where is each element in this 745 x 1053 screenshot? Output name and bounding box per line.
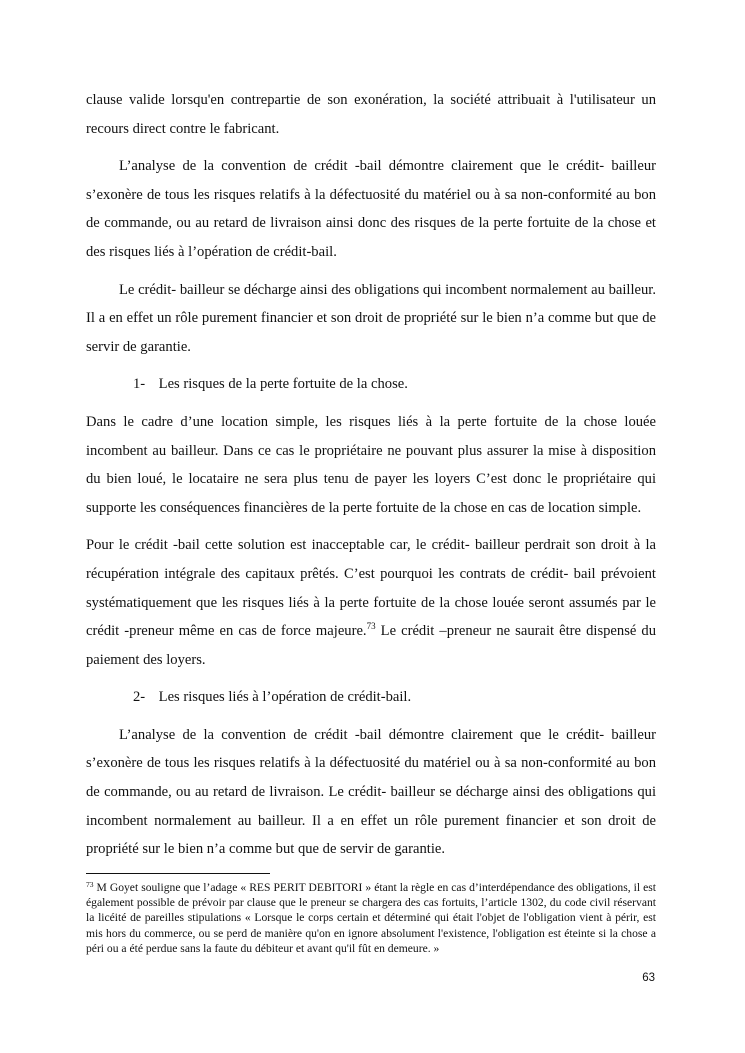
paragraph-credit-bail-solution [86,531,656,674]
footnote-separator [86,873,270,874]
section-heading-1-text: Les risques de la perte fortuite de la chose. [158,376,408,393]
section-heading-2 [86,683,656,712]
paragraph-continuation: clause valide lorsqu'en contrepartie de son exonération, la société attribuait à l'utilisateur un recours direct contre le fabricant. [86,92,656,137]
section-heading-1-number: 1- [133,376,146,393]
footnote-number: 73 [86,879,94,889]
section-heading-1 [86,370,656,399]
footnote-73 [86,880,656,956]
paragraph-credit-bail-solution-before: Pour le crédit -bail cette solution est inacceptable car, le crédit- bailleur perdrait son droit à la récupération intégrale des capitaux prêtés. C’est pourquoi les contrats de crédit- bail prévoient systématiquement que les risques liés à la perte fortuite de la chose louée seront assumés par le crédit -preneur même en cas de force majeure. [86,537,656,640]
footnote-text: M Goyet souligne que l’adage « RES PERIT DEBITORI » étant la règle en cas d’interdépendance des obligations, il est également possible de prévoir par clause que le preneur se chargera des cas fortuits, l’article 1302, du code civil réservant la licéité de pareilles stipulations « Lorsque le corps certain et déterminé qui était l'objet de l'obligation vient à périr, est mis hors du commerce, ou se perd de manière qu'on en ignore absolument l'existence, l'obligation est éteinte si la chose a péri ou a été perdue sans la faute du débiteur et avant qu'il fût en demeure. » [86,880,656,956]
paragraph-analysis-repeat: L’analyse de la convention de crédit -bail démontre clairement que le crédit- bailleur s’exonère de tous les risques relatifs à la défectuosité du matériel ou à sa non-conformité au bon de commande, ou au retard de livraison. Le crédit- bailleur se décharge ainsi des obligations qui incombent normalement au bailleur. Il a en effet un rôle purement financier et son droit de propriété sur le bien n’a comme but que de servir de garantie. [86,726,656,858]
page-number: 63 [642,972,655,984]
section-heading-2-text: Les risques liés à l’opération de crédit-bail. [158,689,412,706]
paragraph-credit-bail-solution-after: Le crédit –preneur ne saurait être dispensé du paiement des loyers. [86,623,657,668]
page-body [86,86,656,956]
section-heading-2-number: 2- [133,689,146,706]
paragraph-credit-bailleur-obligations: Le crédit- bailleur se décharge ainsi des obligations qui incombent normalement au bailleur. Il a en effet un rôle purement financier et son droit de propriété sur le bien n’a comme but que de servir de garantie. [86,281,656,355]
paragraph-location-simple: Dans le cadre d’une location simple, les risques liés à la perte fortuite de la chose louée incombent au bailleur. Dans ce cas le propriétaire ne pouvant plus assurer la mise à disposition du bien loué, le locataire ne sera plus tenu de payer les loyers C’est donc le propriétaire qui supporte les conséquences financières de la perte fortuite de la chose en cas de location simple. [86,413,656,516]
footnote-reference[interactable]: 73 [366,621,376,632]
paragraph-analysis-convention: L’analyse de la convention de crédit -bail démontre clairement que le crédit- bailleur s’exonère de tous les risques relatifs à la défectuosité du matériel ou à sa non-conformité au bon de commande, ou au retard de livraison ainsi donc des risques de la perte fortuite de la chose et des risques liés à l’opération de crédit-bail. [86,158,656,260]
